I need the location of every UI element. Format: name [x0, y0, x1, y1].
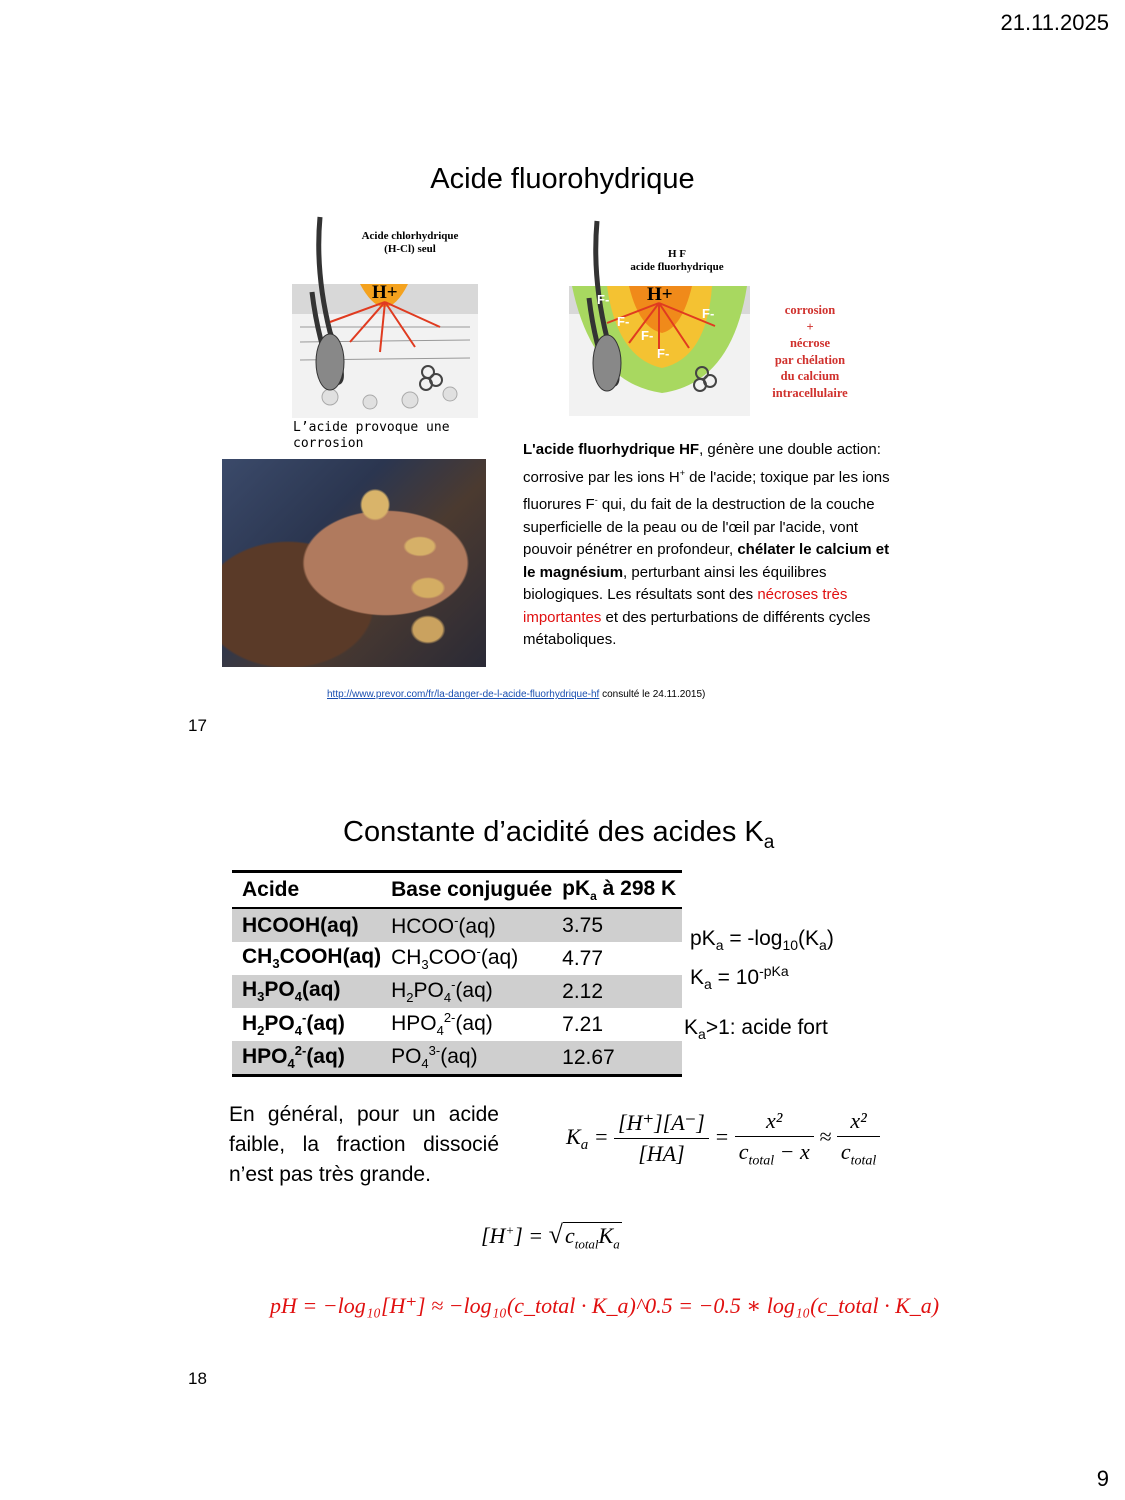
table-row — [232, 1041, 682, 1076]
pka-cell: 7.21 — [562, 1012, 604, 1036]
para-text-2: de l'acide; toxique par les ions fluorures F — [523, 468, 890, 513]
para-text-5: et des perturbations de différents cycles métaboliques. — [523, 608, 871, 648]
acid-cell: $H_2PO_4^-(aq)$ — [242, 1010, 345, 1039]
h-concentration-equation: $[H^+] = √c_{total}K_a$ — [481, 1220, 620, 1252]
hf-description-paragraph — [523, 439, 905, 652]
col-header-acid: Acide — [232, 872, 381, 909]
slide-18-title-sub: a — [763, 831, 775, 853]
base-cell: $CH_3COO^-(aq)$ — [391, 944, 519, 973]
col-header-base: Base conjuguée — [381, 872, 552, 909]
para-bold-chelate: chélater le calcium et le magnésium — [523, 541, 890, 581]
hand-burn-photo — [222, 459, 486, 667]
slide-17-number: 17 — [188, 716, 207, 735]
ka-frac2-den: $c_{total} - x$ — [738, 1139, 810, 1169]
base-cell: $HPO_4^{2-}(aq)$ — [391, 1010, 493, 1039]
source-citation — [327, 689, 705, 700]
pka-cell: 2.12 — [552, 975, 682, 1008]
slide-18-number: 18 — [188, 1369, 207, 1388]
table-row — [232, 1008, 682, 1041]
table-row — [232, 975, 682, 1008]
strong-acid-criterion: $K_a>1$: acide fort — [684, 1016, 828, 1043]
hf-label-line2: acide fluorhydrique — [630, 261, 724, 273]
hf-effect-3: nécrose — [789, 336, 831, 350]
hcl-caption-line1: L’acide provoque une — [293, 420, 450, 435]
slide-18-title-text: Constante d’acidité des acides K — [343, 816, 764, 848]
pka-table-wrapper — [232, 870, 682, 1077]
hf-effect-5: du calcium — [780, 369, 840, 383]
hf-effect-6: intracellulaire — [772, 385, 848, 400]
base-cell: HCOO-(aq) — [381, 908, 552, 942]
hcl-skin-diagram — [290, 212, 480, 420]
ka-frac3-num: x² — [837, 1108, 880, 1137]
hf-fluoride-label-3: F- — [641, 328, 654, 343]
hf-fluoride-label-2: F- — [617, 314, 630, 329]
sqrt-sign: √ — [548, 1220, 563, 1249]
para-sup-1: + — [679, 467, 685, 478]
table-row — [232, 942, 682, 975]
hcl-caption-line2: corrosion — [293, 436, 364, 451]
ka-frac2-num: x² — [735, 1108, 814, 1137]
print-date: 21.11.2025 — [1000, 10, 1109, 35]
pka-definition: $pK_a = -\log_{10}(K_a)$ — [690, 927, 834, 954]
pka-cell: 4.77 — [562, 946, 604, 970]
hf-effect-1: corrosion — [784, 303, 836, 317]
table-row — [232, 908, 682, 942]
sqrt-radicand: $c_{total}K_a$ — [564, 1223, 620, 1252]
source-link[interactable]: http://www.prevor.com/fr/la-danger-de-l-acide-fluorhydrique-hf — [327, 689, 600, 700]
pka-table — [232, 870, 682, 1077]
ka-equation: $K_a$ = $\frac{[H^+][A^-]}{[HA]}$ = $\frac{\text{x²}}{c_{total} - x}$ ≈ $\frac{\text{x²}}{c_{total}}$ — [566, 1108, 880, 1169]
para-sup-2: - — [594, 495, 598, 505]
hcl-ion-label: H+ — [372, 282, 398, 303]
hf-label-line1: H F — [667, 248, 687, 260]
source-note: consulté le 24.11.2015) — [599, 689, 706, 700]
col-header-pka: $pK_a$ à 298 K — [552, 872, 682, 909]
hf-effect-2: + — [806, 319, 814, 334]
ka-frac1-num: [H⁺][A⁻] — [614, 1110, 709, 1139]
ph-equation: pH = −log₁₀[H⁺] ≈ −log₁₀(c_total · K_a)^0.5 = −0.5 ∗ log₁₀(c_total · K_a) — [270, 1293, 940, 1318]
para-text-1: , génère une double action: corrosive par les ions H — [523, 441, 881, 486]
acid-cell: $H_3PO_4(aq)$ — [232, 975, 381, 1008]
acid-cell: $HPO_4^{2-}(aq)$ — [232, 1041, 381, 1076]
hf-fluoride-label-1: F- — [597, 292, 610, 307]
slide-17-title: Acide fluorohydrique — [430, 163, 695, 195]
hf-effect-4: par chélation — [774, 352, 846, 367]
hf-skin-diagram — [567, 218, 752, 418]
page-number: 9 — [1096, 1466, 1109, 1491]
weak-acid-note: En général, pour un acide faible, la fraction dissocié n’est pas très grande. — [229, 1103, 499, 1186]
hcl-label-line2: (H-Cl) seul — [384, 243, 436, 255]
base-cell: $H_2PO_4^-(aq)$ — [381, 975, 552, 1008]
approx-sign: ≈ — [819, 1123, 832, 1149]
hf-ion-label: H+ — [647, 284, 673, 305]
ka-frac1-den: [HA] — [638, 1141, 685, 1167]
hf-fluoride-label-4: F- — [657, 346, 670, 361]
hf-effects-list — [760, 302, 860, 401]
para-red-necrose: nécroses très importantes — [523, 586, 848, 626]
pka-cell: 3.75 — [552, 908, 682, 942]
slide-18-title — [343, 816, 774, 854]
para-bold-hf: L'acide fluorhydrique HF — [523, 441, 700, 458]
acid-cell: $CH_3COOH(aq)$ — [242, 945, 382, 972]
pka-relations — [690, 926, 834, 997]
hcl-label-line1: Acide chlorhydrique — [361, 230, 459, 242]
para-text-4: , perturbant ainsi les équilibres biologiques. Les résultats sont des — [523, 563, 827, 603]
hf-fluoride-label-5: F- — [702, 306, 715, 321]
base-cell: $PO_4^{3-}(aq)$ — [381, 1041, 552, 1076]
ka-frac3-den: $c_{total}$ — [840, 1139, 877, 1169]
ka-definition: $K_a = 10^{-pKa}$ — [690, 963, 789, 993]
acid-cell: HCOOH(aq) — [232, 908, 381, 942]
para-text-3: qui, du fait de la destruction de la couche superficielle de la peau ou de l'œil par l'acide, vont pouvoir pénétrer en profondeur, — [523, 496, 875, 558]
pka-table-header — [232, 872, 682, 909]
pka-cell: 12.67 — [552, 1041, 682, 1076]
